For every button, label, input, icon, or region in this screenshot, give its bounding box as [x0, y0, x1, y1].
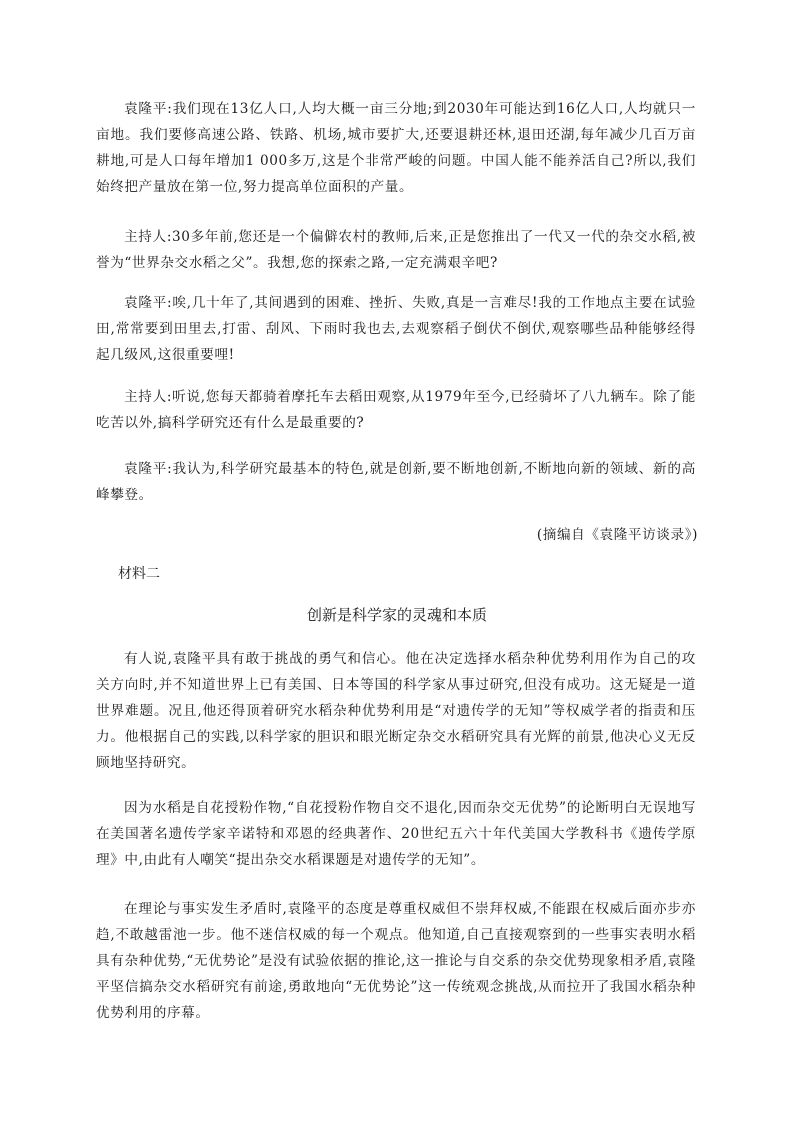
interview-paragraph: 主持人:30多年前,您还是一个偏僻农村的教师,后来,正是您推出了一代又一代的杂交水稻,被誉为“世界杂交水稻之父”。我想,您的探索之路,一定充满艰辛吧? — [96, 229, 696, 271]
article-paragraph: 有人说,袁隆平具有敢于挑战的勇气和信心。他在决定选择水稻杂种优势利用作为自己的攻关方向时,并不知道世界上已有美国、日本等国的科学家从事过研究,但没有成功。这无疑是一道世界难题。况且,他还得顶着研究水稻杂种优势利用是“对遗传学的无知”等权威学者的指责和压力。他根据自己的实践,以科学家的胆识和眼光断定杂交水稻研究具有光辉的前景,他决心义无反顾地坚持研究。 — [96, 651, 696, 771]
interview-paragraph: 袁隆平:唉,几十年了,其间遇到的困难、挫折、失败,真是一言难尽!我的工作地点主要在试验田,常常要到田里去,打雷、刮风、下雨时我也去,去观察稻子倒伏不倒伏,观察哪些品种能够经得起几级风,这很重要哩! — [96, 295, 696, 363]
article-paragraph: 在理论与事实发生矛盾时,袁隆平的态度是尊重权威但不崇拜权威,不能跟在权威后面亦步亦趋,不敢越雷池一步。他不迷信权威的每一个观点。他知道,自己直接观察到的一些事实表明水稻具有杂种优势,“无优势论”是没有试验依据的推论,这一推论与自交系的杂交优势现象相矛盾,袁隆平坚信搞杂交水稻研究有前途,勇敢地向“无优势论”这一传统观念挑战,从而拉开了我国水稻杂种优势利用的序幕。 — [96, 901, 696, 1021]
interview-paragraph: 袁隆平:我认为,科学研究最基本的特色,就是创新,要不断地创新,不断地向新的领域、新的高峰攀登。 — [96, 461, 696, 503]
interview-paragraph: 袁隆平:我们现在13亿人口,人均大概一亩三分地;到2030年可能达到16亿人口,人均就只一亩地。我们要修高速公路、铁路、机场,城市要扩大,还要退耕还林,退田还湖,每年减少几百万亩耕地,可是人口每年增加1 000多万,这是个非常严峻的问题。中国人能不能养活自己?所以,我们始终把产量放在第一位,努力提高单位面积的产量。 — [96, 101, 696, 195]
material-two-label: 材料二 — [118, 566, 160, 582]
article-paragraph: 因为水稻是自花授粉作物,“自花授粉作物自交不退化,因而杂交无优势”的论断明白无误地写在美国著名遗传学家辛诺特和邓恩的经典著作、20世纪五六十年代美国大学教科书《遗传学原理》中,由此有人嘲笑“提出杂交水稻课题是对遗传学的无知”。 — [96, 800, 696, 868]
article-title: 创新是科学家的灵魂和本质 — [306, 606, 487, 624]
interview-paragraph: 主持人:听说,您每天都骑着摩托车去稻田观察,从1979年至今,已经骑坏了八九辆车。除了能吃苦以外,搞科学研究还有什么是最重要的? — [96, 389, 696, 431]
source-citation: (摘编自《袁隆平访谈录》) — [536, 527, 698, 543]
